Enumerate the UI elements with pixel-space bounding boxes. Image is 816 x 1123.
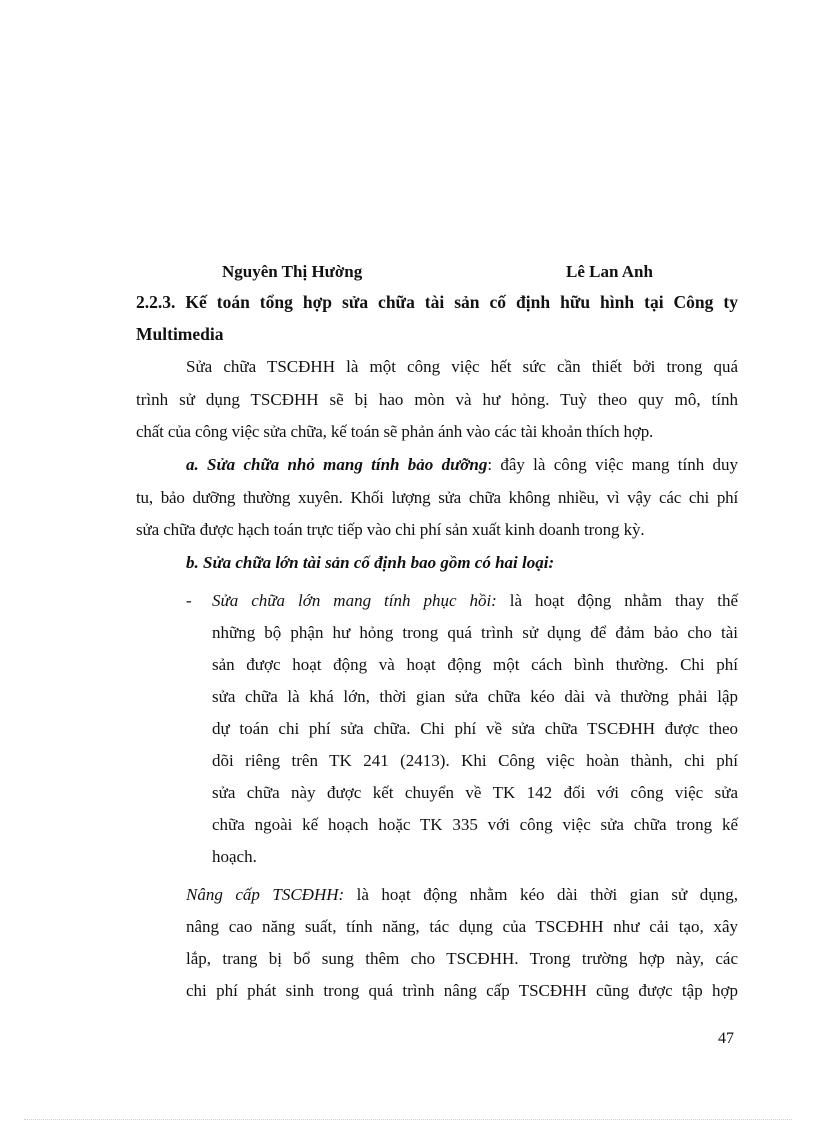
bullet-text: là hoạt động nhằm thay thế — [496, 591, 738, 610]
author-student: Nguyên Thị Hường — [222, 262, 363, 281]
paragraph-a-label: a. Sửa chữa nhỏ mang tính bảo dưỡng — [186, 455, 488, 474]
author-advisor: Lê Lan Anh — [566, 262, 653, 281]
paragraph-a-line-2: tu, bảo dưỡng thường xuyên. Khối lượng sửa chữa không nhiều, vì vậy các chi phí — [136, 488, 738, 507]
upgrade-label: Nâng cấp TSCĐHH: — [186, 885, 345, 904]
section-heading-line1: 2.2.3. Kế toán tổng hợp sửa chữa tài sản cố định hữu hình tại Công ty — [136, 292, 738, 312]
bullet-line-2: những bộ phận hư hỏng trong quá trình sử dụng để đảm bảo cho tài — [212, 623, 738, 642]
bullet-line-3: sản được hoạt động và hoạt động một cách bình thường. Chi phí — [212, 655, 738, 674]
author-line — [0, 262, 816, 286]
upgrade-line-4: chi phí phát sinh trong quá trình nâng cấp TSCĐHH cũng được tập hợp — [186, 981, 738, 1000]
upgrade-text: là hoạt động nhằm kéo dài thời gian sử dụng, — [344, 885, 739, 904]
bullet-line-9: hoạch. — [212, 847, 257, 866]
page-footer-divider — [24, 1119, 792, 1120]
bullet-line-5: dự toán chi phí sửa chữa. Chi phí về sửa chữa TSCĐHH được theo — [212, 719, 738, 738]
paragraph-1-line-3: chất của công việc sửa chữa, kế toán sẽ phản ánh vào các tài khoản thích hợp. — [136, 422, 654, 441]
paragraph-1-line-2: trình sử dụng TSCĐHH sẽ bị hao mòn và hư hỏng. Tuỳ theo quy mô, tính — [136, 390, 738, 409]
section-heading-line2: Multimedia — [136, 324, 224, 344]
paragraph-a-line-3: sửa chữa được hạch toán trực tiếp vào chi phí sản xuất kinh doanh trong kỳ. — [136, 520, 645, 539]
upgrade-line-1 — [186, 885, 738, 905]
bullet-line-1 — [212, 591, 738, 611]
upgrade-line-3: lắp, trang bị bổ sung thêm cho TSCĐHH. Trong trường hợp này, các — [186, 949, 738, 968]
bullet-line-4: sửa chữa là khá lớn, thời gian sửa chữa kéo dài và thường phải lập — [212, 687, 738, 706]
paragraph-1-line-1: Sửa chữa TSCĐHH là một công việc hết sức cần thiết bởi trong quá — [186, 357, 738, 376]
bullet-line-7: sửa chữa này được kết chuyển về TK 142 đối với công việc sửa — [212, 783, 738, 802]
paragraph-b-label: b. Sửa chữa lớn tài sản cố định bao gồm có hai loại: — [186, 553, 555, 572]
bullet-line-8: chữa ngoài kế hoạch hoặc TK 335 với công việc sửa chữa trong kế — [212, 815, 738, 834]
bullet-label: Sửa chữa lớn mang tính phục hồi: — [212, 591, 497, 610]
upgrade-line-2: nâng cao năng suất, tính năng, tác dụng của TSCĐHH như cải tạo, xây — [186, 917, 738, 936]
bullet-line-6: dõi riêng trên TK 241 (2413). Khi Công việc hoàn thành, chi phí — [212, 751, 738, 770]
page-number: 47 — [718, 1030, 734, 1047]
paragraph-a-text: : đây là công việc mang tính duy — [487, 455, 738, 474]
bullet-dash: - — [186, 591, 192, 610]
paragraph-a-line-1 — [186, 455, 738, 475]
